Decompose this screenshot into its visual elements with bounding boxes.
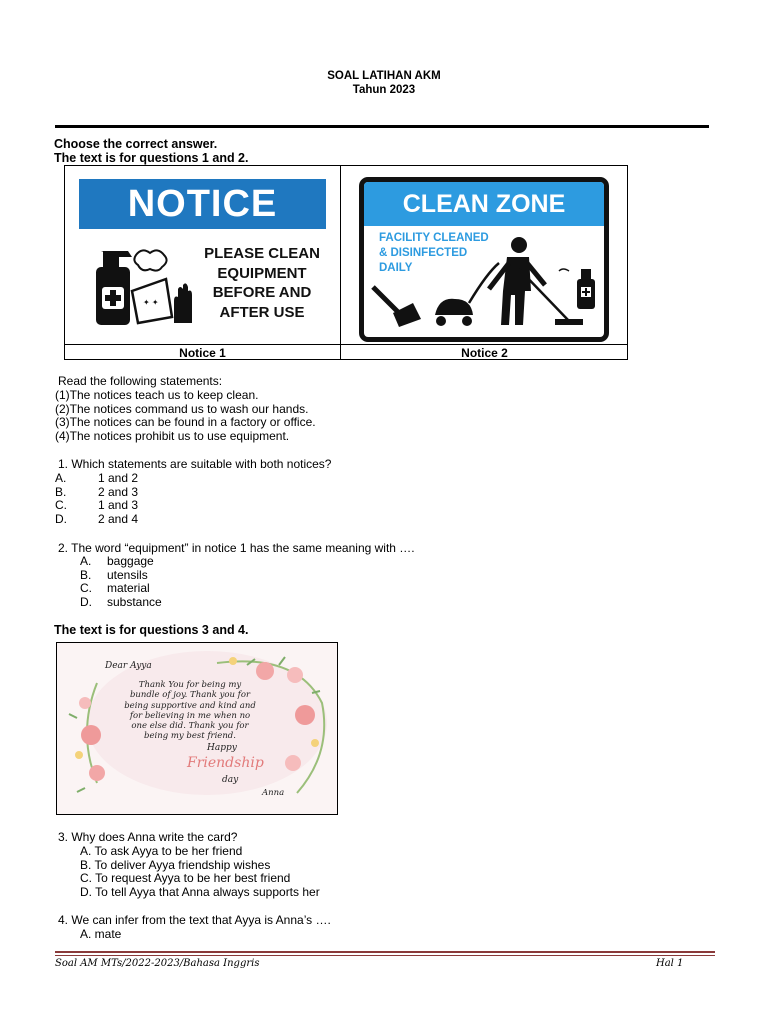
table-divider: [340, 166, 341, 360]
question-3-options: [80, 845, 320, 899]
statement-item: (1)The notices teach us to keep clean.: [55, 388, 259, 402]
question-3: 3. Why does Anna write the card?: [58, 830, 238, 844]
footer-rule-thin: [55, 955, 715, 956]
notice-1-text: [192, 244, 332, 322]
card-signature: Anna: [262, 788, 285, 798]
caption-divider: [65, 344, 628, 345]
statement-item: (4)The notices prohibit us to use equipment.: [55, 428, 290, 443]
option-item: D. 2 and 4: [55, 511, 139, 526]
instruction-choose: Choose the correct answer.: [54, 137, 218, 151]
notice-1-line: AFTER USE: [219, 303, 305, 321]
notice-1-heading: NOTICE: [127, 183, 278, 225]
option-item: B. utensils: [80, 567, 148, 582]
option-item: A. mate: [80, 927, 122, 941]
option-item: A. 1 and 2: [55, 471, 139, 485]
notice-1-line: BEFORE AND: [212, 284, 312, 301]
doc-year: Tahun 2023: [352, 84, 416, 96]
option-item: C. material: [80, 581, 150, 596]
statement-item: (3)The notices can be found in a factory or office.: [55, 415, 316, 430]
question-4-options: [80, 928, 121, 942]
card-message-line: one else did. Thank you for: [131, 721, 249, 732]
statement-item: (2)The notices command us to wash our hands.: [55, 401, 309, 416]
notice-2-line: FACILITY CLEANED: [379, 232, 489, 244]
card-message-line: Thank You for being my: [138, 680, 242, 690]
notices-table: [64, 165, 628, 360]
statements-intro: Read the following statements:: [58, 374, 223, 388]
option-item: A. To ask Ayya to be her friend: [80, 844, 243, 858]
notice-2-sign: [345, 171, 623, 341]
notice-1-line: EQUIPMENT: [217, 264, 307, 282]
footer-left: Soal AM MTs/2022-2023/Bahasa Inggris: [55, 958, 260, 969]
card-message-line: being supportive and kind and: [124, 700, 256, 711]
friendship-card: [56, 642, 338, 815]
option-item: B. To deliver Ayya friendship wishes: [80, 857, 271, 872]
card-message: [115, 680, 265, 742]
notice-2-line: & DISINFECTED: [379, 247, 468, 259]
option-item: D. substance: [80, 594, 162, 609]
option-item: D. To tell Ayya that Anna always supports her: [80, 884, 320, 899]
notice-1-sign: [70, 171, 336, 341]
notice-1-line: PLEASE CLEAN: [204, 245, 320, 262]
question-1-options: [55, 472, 138, 526]
instruction-text-q34: The text is for questions 3 and 4.: [54, 623, 249, 637]
option-item: A. baggage: [80, 554, 154, 568]
question-4: 4. We can infer from the text that Ayya is Anna’s ….: [58, 913, 331, 927]
card-day: day: [222, 775, 239, 785]
cleaning-person-icon: [369, 233, 599, 331]
question-2: 2. The word “equipment” in notice 1 has the same meaning with ….: [58, 541, 415, 555]
card-message-line: being my best friend.: [144, 731, 236, 742]
svg-text:✦ ✦: ✦ ✦: [143, 298, 159, 307]
card-message-line: bundle of joy. Thank you for: [129, 690, 251, 701]
doc-title: SOAL LATIHAN AKM: [327, 70, 441, 82]
page-number: Hal 1: [656, 958, 684, 969]
notice-1-caption: Notice 1: [179, 346, 226, 360]
card-happy: Happy: [207, 743, 237, 753]
notice-2-heading: CLEAN ZONE: [402, 190, 566, 218]
notice-2-caption: Notice 2: [461, 346, 508, 360]
option-item: B. 2 and 3: [55, 484, 139, 499]
footer-rule: [55, 951, 715, 953]
option-item: C. To request Ayya to be her best friend: [80, 871, 291, 886]
statements-list: [55, 389, 316, 443]
instruction-text-q12: The text is for questions 1 and 2.: [54, 151, 249, 165]
header-rule: [55, 125, 709, 128]
option-item: C. 1 and 3: [55, 498, 139, 513]
question-2-options: [80, 555, 162, 609]
card-greeting: Dear Ayya: [105, 661, 152, 671]
card-message-line: for believing in me when no: [129, 710, 251, 721]
card-friendship: Friendship: [187, 755, 264, 771]
spray-cleaning-icon: [88, 239, 198, 329]
question-1: 1. Which statements are suitable with both notices?: [58, 457, 332, 471]
notice-2-line: DAILY: [379, 262, 413, 274]
